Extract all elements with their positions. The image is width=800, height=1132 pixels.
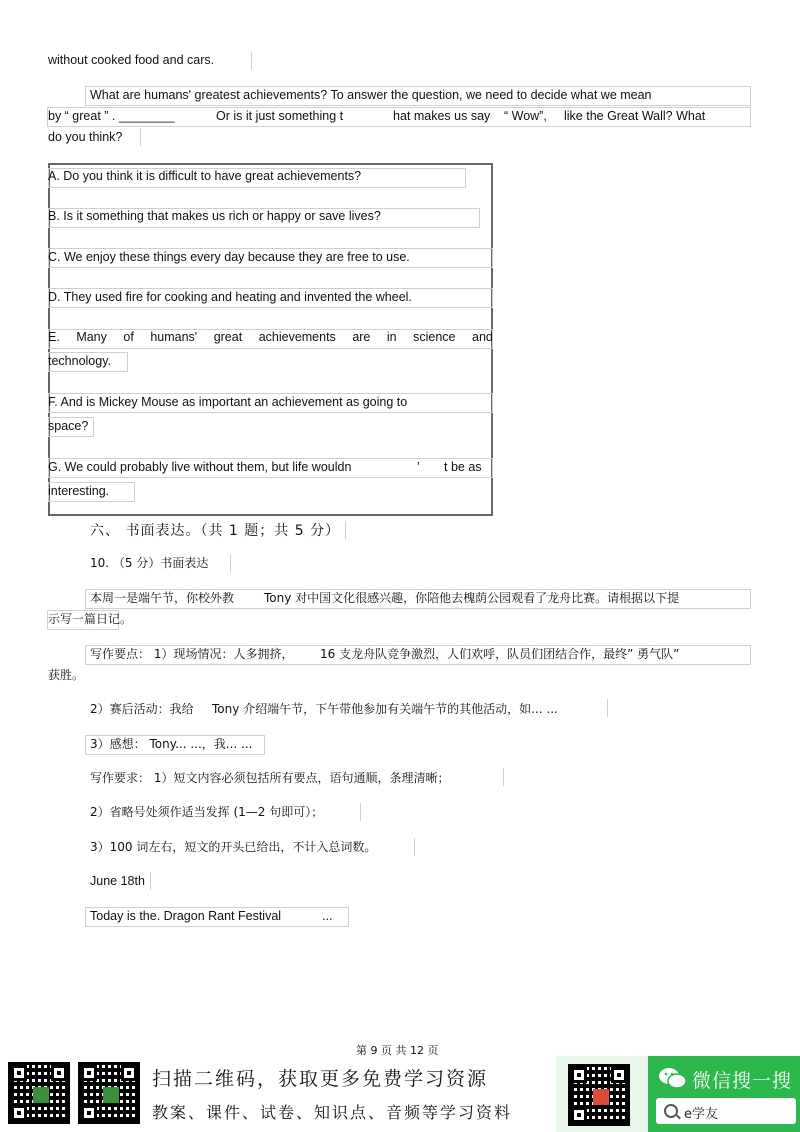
- writing-line: 3）感想： Tony... ...，我... ...: [90, 737, 253, 751]
- divider: [607, 699, 608, 717]
- writing-line: Tony 介绍端午节，下午带他参加有关端午节的其他活动，如... ...: [212, 702, 558, 716]
- option-g-line1b: ’: [417, 460, 420, 474]
- option-e-word: achievements: [258, 330, 336, 344]
- question-number: 10. （5 分）书面表达: [90, 556, 209, 570]
- passage-line: without cooked food and cars.: [48, 53, 215, 67]
- divider: [503, 768, 504, 786]
- wechat-icon: [658, 1066, 688, 1090]
- option-g-line1c: t be as: [444, 460, 482, 474]
- ad-line: 扫描二维码，获取更多免费学习资源: [152, 1068, 489, 1090]
- writing-line: 写作要点： 1）现场情况：人多拥挤，: [90, 647, 294, 661]
- divider: [345, 521, 346, 539]
- writing-line: Today is the. Dragon Rant Festival: [90, 909, 282, 923]
- option-e-word: in: [386, 330, 397, 344]
- writing-line: 写作要求： 1）短文内容必须包括所有要点，语句通顺，条理清晰；: [90, 771, 450, 785]
- option-d: D. They used fire for cooking and heating and invented the wheel.: [48, 290, 412, 304]
- writing-line: 16 支龙舟队竞争激烈，人们欢呼，队员们团结合作，最终” 勇气队”: [320, 647, 680, 661]
- option-e-word: humans': [150, 330, 198, 344]
- writing-line: 2）赛后活动：我给: [90, 702, 194, 716]
- qr-code-icon: [568, 1064, 630, 1126]
- option-e-word: and: [472, 330, 493, 344]
- passage-line: Or is it just something t: [216, 109, 344, 123]
- divider: [414, 838, 415, 856]
- writing-line: 获胜。: [48, 668, 85, 682]
- writing-line: 本周一是端午节，你校外教: [90, 591, 235, 605]
- divider: [230, 554, 231, 572]
- divider: [251, 52, 252, 70]
- ad-line: 教案、课件、试卷、知识点、音频等学习资料: [152, 1103, 513, 1122]
- qr-code-icon: [78, 1062, 140, 1124]
- passage-line: “ Wow”,: [504, 109, 547, 123]
- option-e-word: of: [123, 330, 134, 344]
- wechat-search-text: e学友: [684, 1107, 718, 1122]
- writing-line: 3）100 词左右，短文的开头已给出，不计入总词数。: [90, 840, 377, 854]
- option-e-word: great: [213, 330, 243, 344]
- writing-line: June 18th: [90, 874, 145, 888]
- passage-line: like the Great Wall? What: [564, 109, 706, 123]
- passage-line: by “ great ” . ________: [48, 109, 175, 123]
- divider: [150, 872, 151, 890]
- option-a: A. Do you think it is difficult to have great achievements?: [48, 169, 362, 183]
- divider: [140, 128, 141, 146]
- passage-line: do you think?: [48, 130, 123, 144]
- option-f-line2: space?: [48, 419, 89, 433]
- wechat-title: 微信搜一搜: [692, 1070, 793, 1092]
- section-heading: 六、 书面表达。（共 1 题；共 5 分）: [90, 523, 341, 539]
- writing-line: ...: [322, 909, 333, 923]
- passage-line: hat makes us say: [393, 109, 491, 123]
- option-e-word: E.: [48, 330, 60, 344]
- divider: [360, 803, 361, 821]
- option-e-line2: technology.: [48, 354, 112, 368]
- option-e-word: are: [352, 330, 371, 344]
- page-number: 第 9 页 共 12 页: [356, 1044, 439, 1057]
- option-e-word: Many: [76, 330, 107, 344]
- option-f-line1: F. And is Mickey Mouse as important an achievement as going to: [48, 395, 408, 409]
- option-e-word: science: [413, 330, 456, 344]
- qr-code-icon: [8, 1062, 70, 1124]
- passage-line: What are humans' greatest achievements? To answer the question, we need to decide what we mean: [90, 88, 652, 102]
- option-g-line1a: G. We could probably live without them, but life wouldn: [48, 460, 352, 474]
- wechat-search-box[interactable]: [656, 1098, 796, 1124]
- writing-line: 2）省略号处须作适当发挥 (1—2 句即可）；: [90, 805, 324, 819]
- writing-line: Tony 对中国文化很感兴趣，你陪他去槐荫公园观看了龙舟比赛。请根据以下提: [264, 591, 680, 605]
- option-b: B. Is it something that makes us rich or happy or save lives?: [48, 209, 381, 223]
- search-icon: [664, 1104, 678, 1118]
- writing-line: 示写一篇日记。: [48, 612, 133, 626]
- option-g-line2: interesting.: [48, 484, 110, 498]
- option-e-line1: [48, 329, 493, 345]
- wechat-search-banner[interactable]: [648, 1056, 800, 1132]
- option-c: C. We enjoy these things every day because they are free to use.: [48, 250, 410, 264]
